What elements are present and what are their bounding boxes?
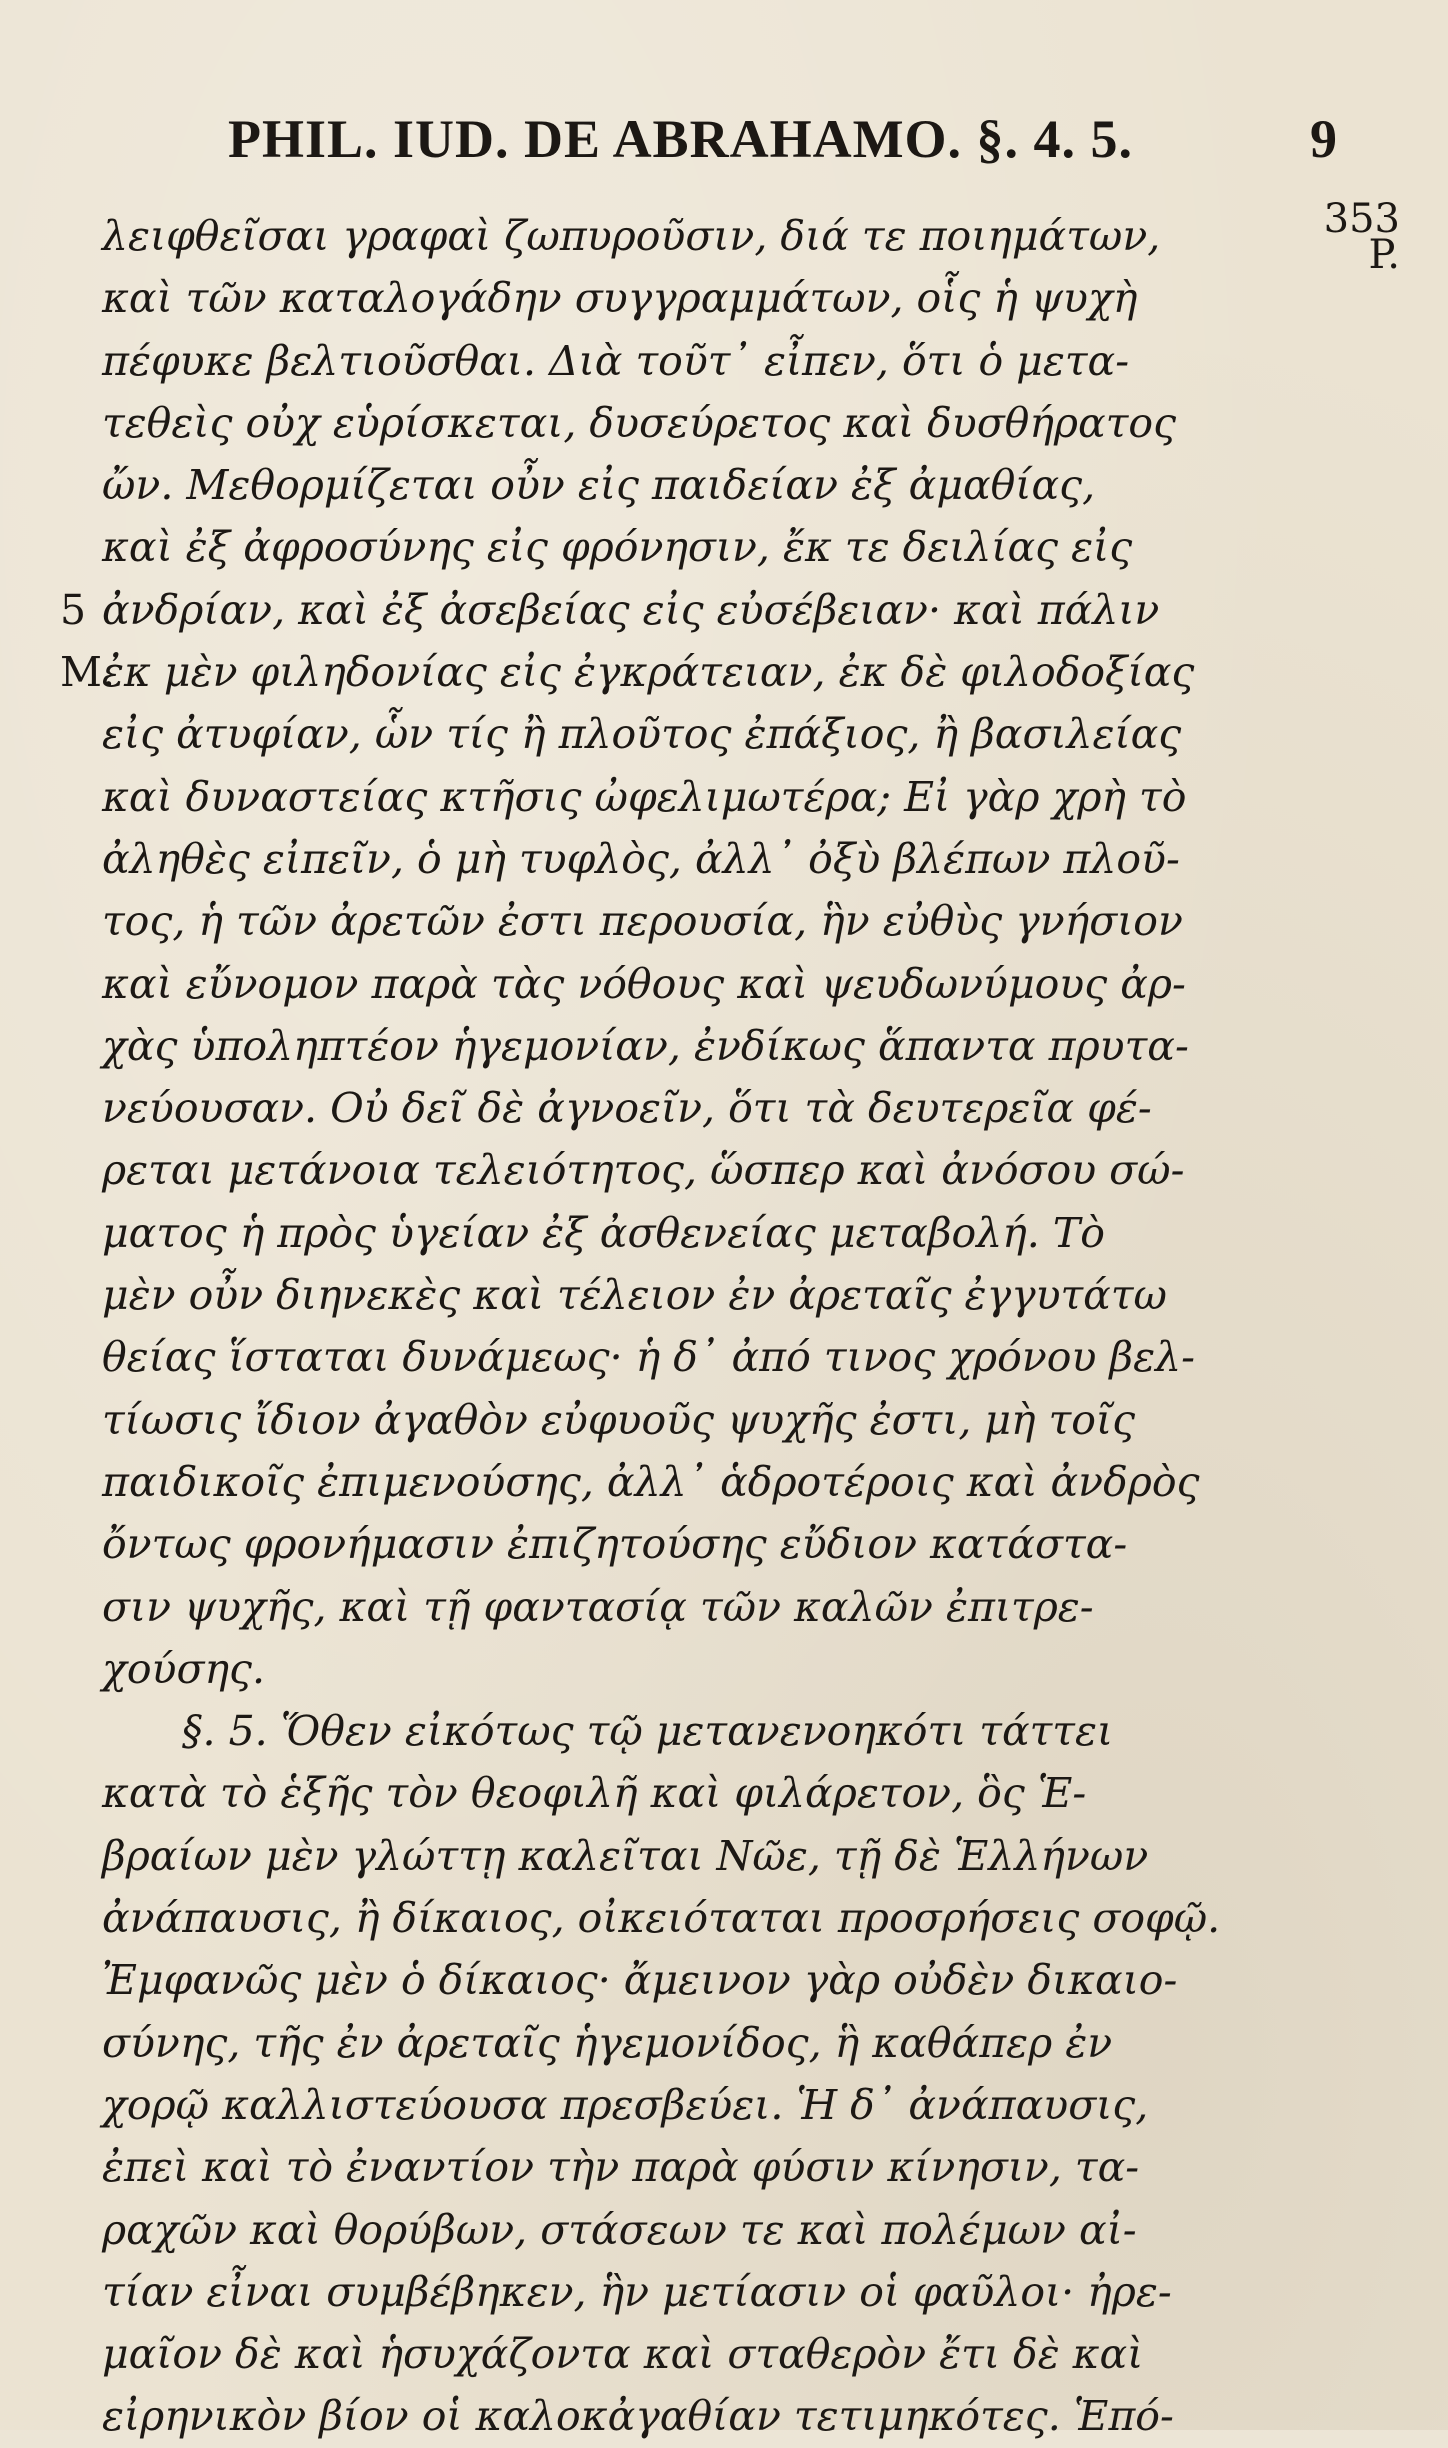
line-text: βραίων μὲν γλώττῃ καλεῖται Νῶε, τῇ δὲ Ἑλλήνων — [102, 1831, 1149, 1880]
line-text: πέφυκε βελτιοῦσθαι. Διὰ τοῦτ᾽ εἶπεν, ὅτι ὁ μετα- — [102, 336, 1130, 385]
text-line — [60, 2199, 1400, 2261]
line-text: καὶ ἐξ ἀφροσύνης εἰς φρόνησιν, ἔκ τε δειλίας εἰς — [102, 523, 1133, 572]
line-text: χὰς ὑποληπτέον ἡγεμονίαν, ἐνδίκως ἅπαντα πρυτα- — [102, 1021, 1189, 1070]
line-text: καὶ δυναστείας κτῆσις ὠφελιμωτέρα; Εἰ γὰρ χρὴ τὸ — [102, 772, 1187, 821]
text-line — [60, 579, 1400, 641]
line-text: τεθεὶς οὐχ εὑρίσκεται, δυσεύρετος καὶ δυσθήρατος — [102, 398, 1177, 447]
text-line — [60, 828, 1400, 890]
line-text: μαῖον δὲ καὶ ἡσυχάζοντα καὶ σταθερὸν ἔτι δὲ καὶ — [102, 2330, 1144, 2379]
text-line — [60, 1513, 1400, 1575]
text-line — [60, 1077, 1400, 1139]
line-text: εἰς ἀτυφίαν, ὧν τίς ἢ πλοῦτος ἐπάξιος, ἢ βασιλείας — [102, 710, 1182, 759]
text-line — [60, 392, 1400, 454]
line-text: εἰρηνικὸν βίον οἱ καλοκἀγαθίαν τετιμηκότες. Ἑπό- — [102, 2392, 1174, 2441]
text-line — [60, 890, 1400, 952]
text-line — [60, 1389, 1400, 1451]
text-line — [60, 196, 1400, 278]
line-text: τος, ἡ τῶν ἀρετῶν ἐστι περουσία, ἣν εὐθὺς γνήσιον — [102, 897, 1183, 946]
text-line — [60, 1762, 1400, 1824]
line-text: τίωσις ἴδιον ἀγαθὸν εὐφυοῦς ψυχῆς ἐστι, μὴ τοῖς — [102, 1395, 1136, 1444]
line-text: ἀληθὲς εἰπεῖν, ὁ μὴ τυφλὸς, ἀλλ᾽ ὀξὺ βλέπων πλοῦ- — [102, 834, 1180, 883]
line-text: καὶ τῶν καταλογάδην συγγραμμάτων, οἷς ἡ ψυχὴ — [102, 274, 1138, 323]
line-text: θείας ἵσταται δυνάμεως· ἡ δ᾽ ἀπό τινος χρόνου βελ- — [102, 1333, 1195, 1382]
line-text: ἐπεὶ καὶ τὸ ἐναντίον τὴν παρὰ φύσιν κίνησιν, τα- — [102, 2143, 1140, 2192]
text-line — [60, 267, 1400, 329]
text-line — [60, 1700, 1400, 1762]
margin-reference-right — [1323, 196, 1400, 278]
line-text: ὄντως φρονήμασιν ἐπιζητούσης εὔδιον κατάστα- — [102, 1520, 1128, 1569]
line-text: σύνης, τῆς ἐν ἀρεταῖς ἡγεμονίδος, ἣ καθάπερ ἐν — [102, 2018, 1113, 2067]
line-text: ἀνάπαυσις, ἢ δίκαιος, οἰκειόταται προσρήσεις σοφῷ. — [102, 1894, 1221, 1943]
text-line — [60, 2261, 1400, 2323]
line-text: ματος ἡ πρὸς ὑγείαν ἐξ ἀσθενείας μεταβολή. Τὸ — [102, 1208, 1105, 1257]
text-line — [60, 2012, 1400, 2074]
text-line — [60, 1949, 1400, 2011]
line-text: ἀνδρίαν, καὶ ἐξ ἀσεβείας εἰς εὐσέβειαν· καὶ πάλιν — [102, 585, 1160, 634]
text-line — [60, 1139, 1400, 1201]
text-line — [60, 703, 1400, 765]
text-line — [60, 454, 1400, 516]
margin-reference-item: P. — [1368, 232, 1400, 278]
text-line — [60, 2323, 1400, 2385]
text-line — [60, 1015, 1400, 1077]
line-text: §. 5. Ὅθεν εἰκότως τῷ μετανενοηκότι τάττει — [182, 1707, 1114, 1756]
text-line — [60, 2385, 1400, 2447]
margin-marker-left: M. — [60, 648, 116, 697]
header-title: PHIL. IUD. DE ABRAHAMO. §. 4. 5. — [228, 109, 1134, 169]
text-line — [60, 1451, 1400, 1513]
text-line — [60, 516, 1400, 578]
line-text: ραχῶν καὶ θορύβων, στάσεων τε καὶ πολέμων αἰ- — [102, 2205, 1137, 2254]
line-text: μὲν οὖν διηνεκὲς καὶ τέλειον ἐν ἀρεταῖς ἐγγυτάτω — [102, 1271, 1167, 1320]
text-line — [60, 641, 1400, 703]
line-text: Ἐμφανῶς μὲν ὁ δίκαιος· ἄμεινον γὰρ οὐδὲν δικαιο- — [102, 1956, 1178, 2005]
line-text: ὤν. Μεθορμίζεται οὖν εἰς παιδείαν ἐξ ἀμαθίας, — [102, 461, 1096, 510]
text-line — [60, 2136, 1400, 2198]
text-line — [60, 1264, 1400, 1326]
line-text: ρεται μετάνοια τελειότητος, ὥσπερ καὶ ἀνόσου σώ- — [102, 1146, 1185, 1195]
text-body — [60, 196, 1400, 2448]
line-text: κατὰ τὸ ἑξῆς τὸν θεοφιλῆ καὶ φιλάρετον, ὃς Ἑ- — [102, 1769, 1087, 1818]
margin-reference-item: 353 — [1323, 196, 1400, 242]
text-line — [60, 1576, 1400, 1638]
line-text: χορῷ καλλιστεύουσα πρεσβεύει. Ἡ δ᾽ ἀνάπαυσις, — [102, 2080, 1149, 2129]
margin-marker-left: 5 — [60, 585, 87, 634]
line-text: καὶ εὔνομον παρὰ τὰς νόθους καὶ ψευδωνύμους ἀρ- — [102, 959, 1186, 1008]
line-text: νεύουσαν. Οὐ δεῖ δὲ ἀγνοεῖν, ὅτι τὰ δευτερεῖα φέ- — [102, 1084, 1152, 1133]
text-line — [60, 1825, 1400, 1887]
line-text: σιν ψυχῆς, καὶ τῇ φαντασίᾳ τῶν καλῶν ἐπιτρε- — [102, 1582, 1094, 1631]
running-header — [228, 108, 1338, 178]
line-text: ἐκ μὲν φιληδονίας εἰς ἐγκράτειαν, ἐκ δὲ φιλοδοξίας — [102, 648, 1195, 697]
line-text: παιδικοῖς ἐπιμενούσης, ἀλλ᾽ ἁδροτέροις καὶ ἀνδρὸς — [102, 1457, 1200, 1506]
text-line — [60, 1202, 1400, 1264]
text-line — [60, 1638, 1400, 1700]
line-text: τίαν εἶναι συμβέβηκεν, ἣν μετίασιν οἱ φαῦλοι· ἠρε- — [102, 2267, 1172, 2316]
page-number: 9 — [1310, 109, 1338, 169]
text-line — [60, 953, 1400, 1015]
text-line — [60, 766, 1400, 828]
line-text: χούσης. — [102, 1644, 265, 1693]
line-text: λειφθεῖσαι γραφαὶ ζωπυροῦσιν, διά τε ποιημάτων, — [102, 212, 1161, 260]
text-line — [60, 330, 1400, 392]
text-line — [60, 2074, 1400, 2136]
text-line — [60, 1326, 1400, 1388]
text-line — [60, 1887, 1400, 1949]
